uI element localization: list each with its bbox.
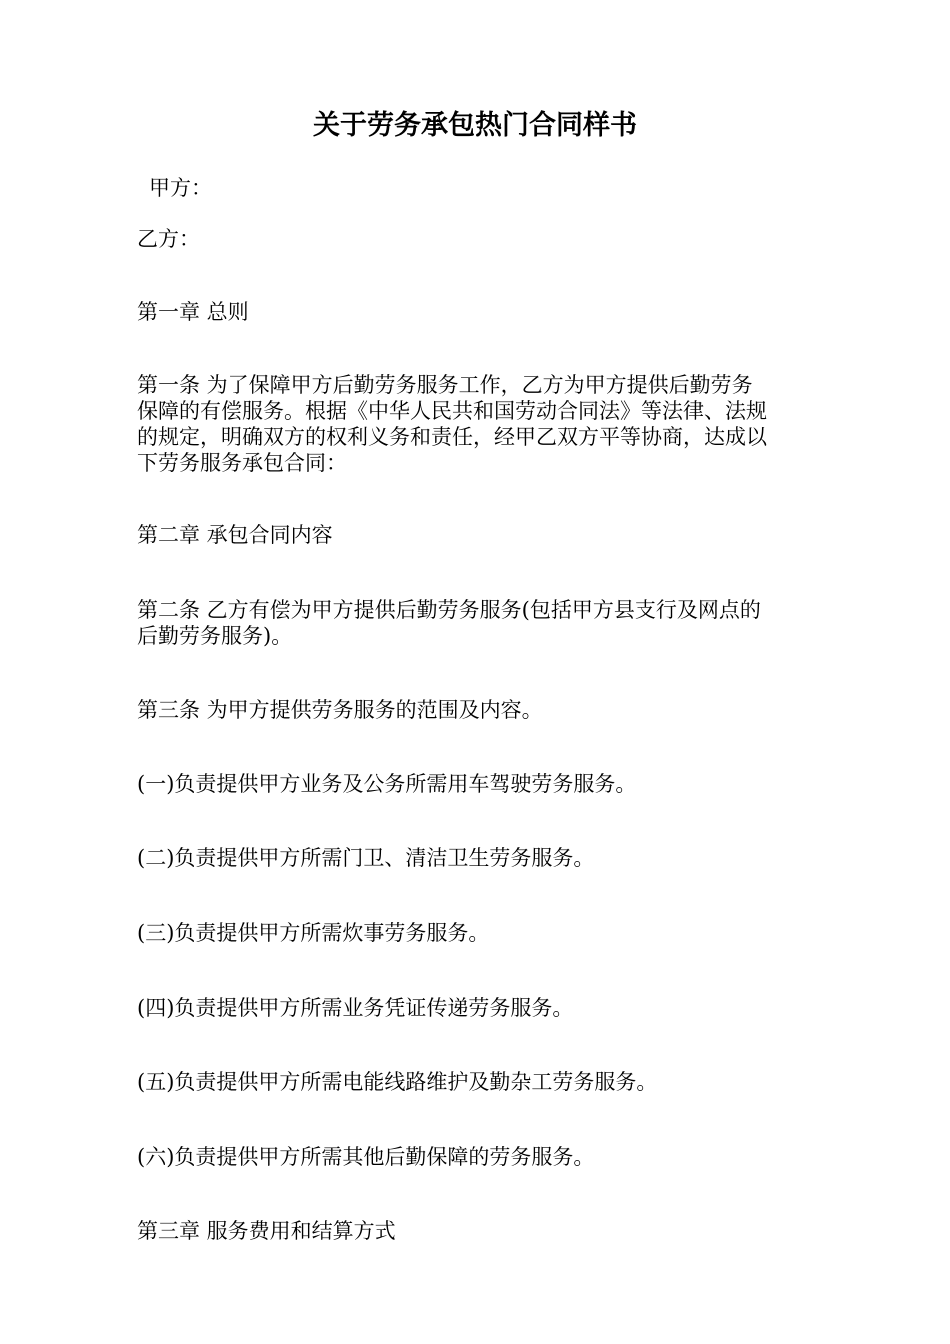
article-2-line: 后勤劳务服务)。 [137,624,293,648]
list-item: (五)负责提供甲方所需电能线路维护及勤杂工劳务服务。 [137,1070,658,1094]
chapter-1-heading: 第一章 总则 [137,300,249,324]
article-1-paragraph [137,372,817,476]
list-item: (三)负责提供甲方所需炊事劳务服务。 [137,921,490,945]
list-item: (六)负责提供甲方所需其他后勤保障的劳务服务。 [137,1145,595,1169]
article-3-heading: 第三条 为甲方提供劳务服务的范围及内容。 [137,698,543,722]
article-1-line: 保障的有偿服务。根据《中华人民共和国劳动合同法》等法律、法规 [137,399,767,423]
party-b-label: 乙方： [137,227,200,251]
article-1-line: 下劳务服务承包合同： [137,451,347,475]
article-2-line: 第二条 乙方有偿为甲方提供后勤劳务服务(包括甲方县支行及网点的 [137,598,761,622]
list-item: (一)负责提供甲方业务及公务所需用车驾驶劳务服务。 [137,772,637,796]
article-1-line: 的规定，明确双方的权利义务和责任，经甲乙双方平等协商，达成以 [137,425,767,449]
list-item: (二)负责提供甲方所需门卫、清洁卫生劳务服务。 [137,846,595,870]
document-title: 关于劳务承包热门合同样书 [313,110,637,141]
list-item: (四)负责提供甲方所需业务凭证传递劳务服务。 [137,996,574,1020]
party-a-label: 甲方： [149,176,212,200]
article-2-paragraph [137,597,817,649]
chapter-3-heading: 第三章 服务费用和结算方式 [137,1219,396,1243]
chapter-2-heading: 第二章 承包合同内容 [137,523,333,547]
article-1-line: 第一条 为了保障甲方后勤劳务服务工作，乙方为甲方提供后勤劳务 [137,373,753,397]
